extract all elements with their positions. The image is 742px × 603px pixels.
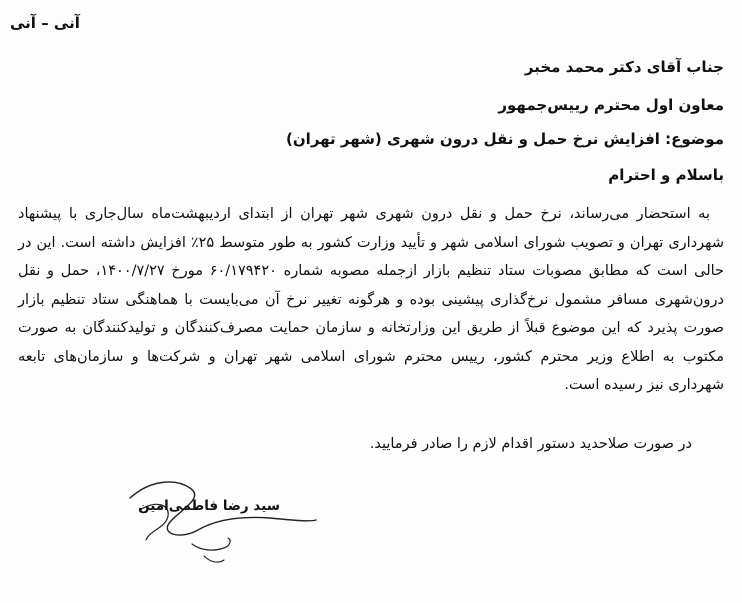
signature-block [120, 470, 320, 580]
handwritten-signature [120, 470, 320, 580]
urgency-label: آنی – آنی [10, 14, 80, 32]
body-paragraph: به استحضار می‌رساند، نرخ حمل و نقل درون شهری شهر تهران از ابتدای اردیبهشت‌ماه سال‌جاری با پیشنهاد شهرداری تهران و تصویب شورای اسلامی شهر و تأیید وزارت کشور به طور متوسط ۲۵٪ افزایش داشته است. این در حالی است که مطابق مصوبات ستاد تنظیم بازار ازجمله مصوبه شماره ۶۰/۱۷۹۴۲۰ مورخ ۱۴۰۰/۷/۲۷، حمل و نقل درون‌شهری مسافر مشمول نرخ‌گذاری پیشینی بوده و هرگونه تغییر نرخ آن می‌بایست با هماهنگی ستاد تنظیم بازار صورت پذیرد که این موضوع قبلاً از طریق این وزارتخانه و سازمان حمایت مصرف‌کنندگان و تولیدکنندگان به صورت مکتوب به اطلاع وزیر محترم کشور، رییس محترم شورای اسلامی شهر تهران و شرکت‌ها و سازمان‌های تابعه شهرداری نیز رسیده است. [18, 206, 724, 393]
closing-line: در صورت صلاحدید دستور اقدام لازم را صادر فرمایید. [369, 436, 692, 452]
recipient-title: معاون اول محترم رییس‌جمهور [498, 96, 724, 114]
subject-line: موضوع: افزایش نرخ حمل و نقل درون شهری (شهر تهران) [286, 130, 724, 148]
greeting: باسلام و احترام [608, 166, 724, 184]
letter-body [18, 200, 724, 400]
signer-name: سید رضا فاطمی‌امین [138, 498, 280, 514]
recipient-name: جناب آقای دکتر محمد مخبر [524, 58, 724, 76]
